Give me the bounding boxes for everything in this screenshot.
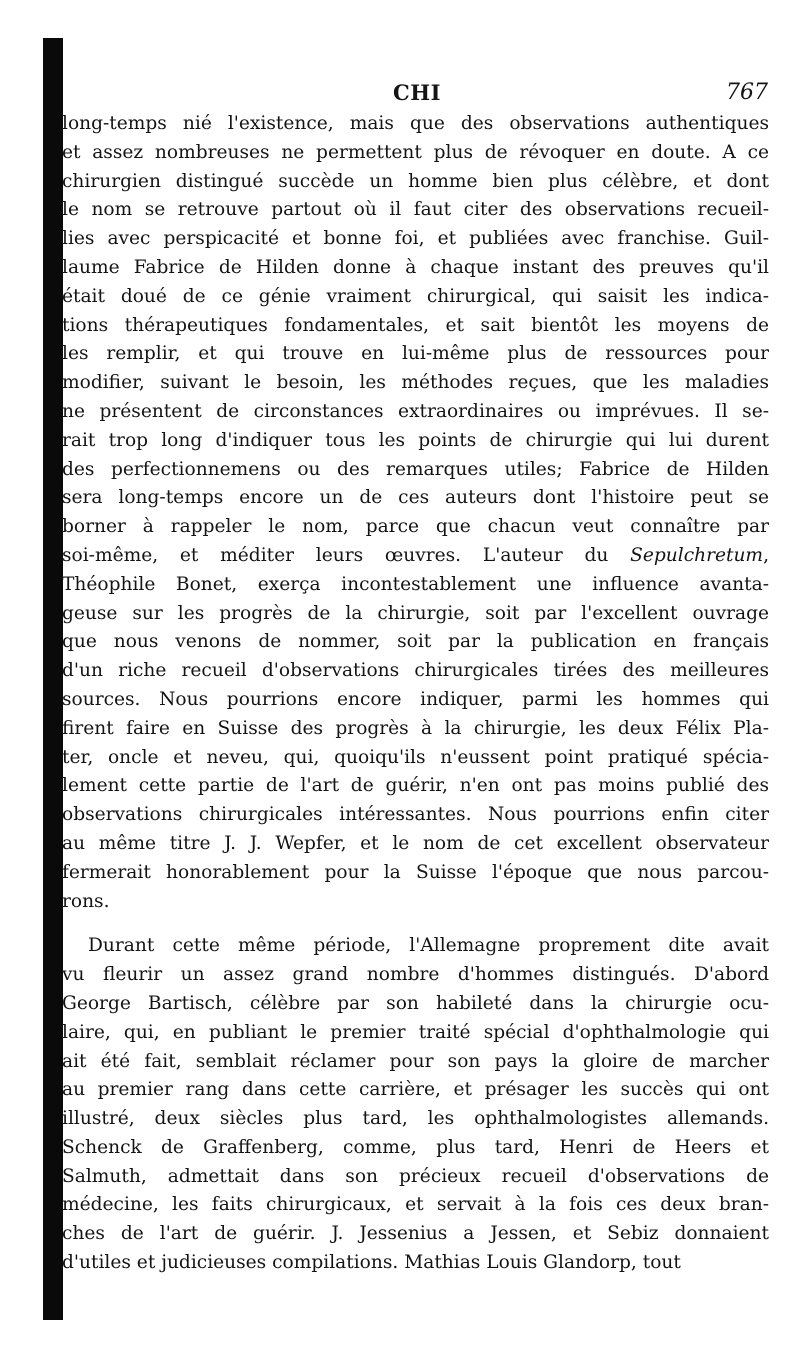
text-line: le nom se retrouve partout où il faut citer des observations recueil- bbox=[62, 199, 769, 221]
paragraph-2 bbox=[62, 932, 769, 1278]
running-head-title: CHI bbox=[393, 80, 441, 105]
text-line: rait trop long d'indiquer tous les points de chirurgie qui lui durent bbox=[62, 429, 769, 451]
text-line: médecine, les faits chirurgicaux, et servait à la fois ces deux bran- bbox=[62, 1194, 769, 1216]
text-line: ches de l'art de guérir. J. Jessenius a Jessen, et Sebiz donnaient bbox=[62, 1223, 769, 1245]
text-line: que nous venons de nommer, soit par la publication en français bbox=[62, 631, 769, 653]
text-line: illustré, deux siècles plus tard, les ophthalmologistes allemands. bbox=[62, 1108, 769, 1130]
text-line: sources. Nous pourrions encore indiquer, parmi les hommes qui bbox=[62, 688, 769, 710]
text-line: d'un riche recueil d'observations chirurgicales tirées des meilleures bbox=[62, 660, 769, 682]
text-line: et assez nombreuses ne permettent plus de révoquer en doute. A ce bbox=[62, 141, 769, 163]
text-line: les remplir, et qui trouve en lui-même plus de ressources pour bbox=[62, 343, 769, 365]
text-line: ait été fait, semblait réclamer pour son pays la gloire de marcher bbox=[62, 1050, 769, 1072]
text-line: des perfectionnemens ou des remarques utiles; Fabrice de Hilden bbox=[62, 458, 769, 480]
text-line: long-temps nié l'existence, mais que des observations authentiques bbox=[62, 113, 769, 134]
text-line: borner à rappeler le nom, parce que chacun veut connaître par bbox=[62, 516, 769, 538]
text-line: Salmuth, admettait dans son précieux recueil d'observations de bbox=[62, 1165, 769, 1187]
text-line: d'utiles et judicieuses compilations. Mathias Louis Glandorp, tout bbox=[62, 1252, 681, 1274]
body-text bbox=[62, 110, 769, 1278]
text-line: tions thérapeutiques fondamentales, et sait bientôt les moyens de bbox=[62, 314, 769, 336]
text-line: chirurgien distingué succède un homme bien plus célèbre, et dont bbox=[62, 170, 769, 192]
text-line: au même titre J. J. Wepfer, et le nom de cet excellent observateur bbox=[62, 832, 769, 854]
text-line: ne présentent de circonstances extraordinaires ou imprévues. Il se- bbox=[62, 400, 769, 422]
text-line: au premier rang dans cette carrière, et présager les succès qui ont bbox=[62, 1079, 769, 1101]
text-line: George Bartisch, célèbre par son habileté dans la chirurgie ocu- bbox=[62, 992, 769, 1014]
italic-title: Sepulchretum bbox=[630, 544, 764, 566]
text-line: laire, qui, en publiant le premier traité spécial d'ophthalmologie qui bbox=[62, 1021, 769, 1043]
text-line: firent faire en Suisse des progrès à la chirurgie, les deux Félix Pla- bbox=[62, 717, 769, 739]
text-line: vu fleurir un assez grand nombre d'hommes distingués. D'abord bbox=[62, 964, 769, 986]
page-number: 767 bbox=[726, 80, 768, 105]
text-line: rons. bbox=[62, 890, 110, 912]
text-line: modifier, suivant le besoin, les méthodes reçues, que les maladies bbox=[62, 372, 769, 394]
binding-shadow bbox=[43, 38, 63, 1320]
text-line: Durant cette même période, l'Allemagne proprement dite avait bbox=[88, 935, 769, 957]
text-line: Théophile Bonet, exerça incontestablement une influence avanta- bbox=[62, 573, 769, 595]
text-line: geuse sur les progrès de la chirurgie, soit par l'excellent ouvrage bbox=[62, 602, 769, 624]
text-line: Schenck de Graffenberg, comme, plus tard, Henri de Heers et bbox=[62, 1136, 769, 1158]
text-line: lement cette partie de l'art de guérir, n'en ont pas moins publié des bbox=[62, 775, 769, 797]
text-line: soi-même, et méditer leurs œuvres. L'auteur du Sepulchretum, bbox=[62, 544, 769, 566]
text-line: ter, oncle et neveu, qui, quoiqu'ils n'eussent point pratiqué spécia- bbox=[62, 746, 769, 768]
text-line: fermerait honorablement pour la Suisse l'époque que nous parcou- bbox=[62, 861, 769, 883]
text-line: observations chirurgicales intéressantes. Nous pourrions enfin citer bbox=[62, 804, 769, 826]
text-line: laume Fabrice de Hilden donne à chaque instant des preuves qu'il bbox=[62, 256, 769, 278]
text-line: lies avec perspicacité et bonne foi, et publiées avec franchise. Guil- bbox=[62, 228, 769, 250]
paragraph-1 bbox=[62, 110, 769, 916]
text-line: était doué de ce génie vraiment chirurgical, qui saisit les indica- bbox=[62, 285, 769, 307]
running-head bbox=[64, 78, 770, 108]
text-line: sera long-temps encore un de ces auteurs dont l'histoire peut se bbox=[62, 487, 769, 509]
paragraph-gap bbox=[62, 916, 769, 932]
